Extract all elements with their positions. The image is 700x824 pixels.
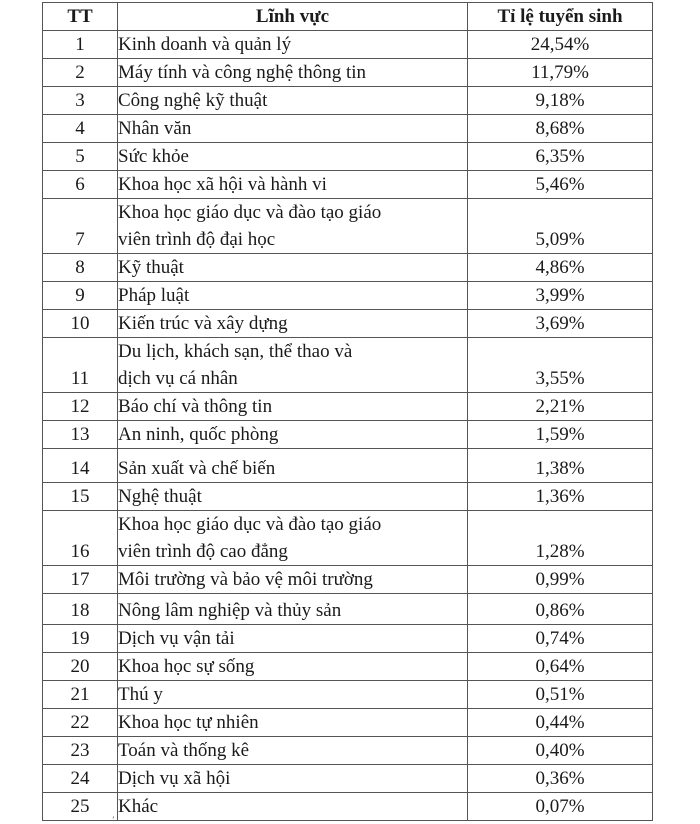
table-row: [43, 31, 653, 59]
table-row: [43, 171, 653, 199]
row-rate: 0,36%: [468, 765, 653, 793]
table-row: [43, 115, 653, 143]
row-rate: 3,99%: [468, 282, 653, 310]
row-rate: 0,86%: [468, 594, 653, 625]
row-field: Báo chí và thông tin: [118, 393, 468, 421]
row-field: Khác: [118, 793, 468, 821]
row-rate: 1,38%: [468, 449, 653, 483]
row-field: Kỹ thuật: [118, 254, 468, 282]
row-rate: 0,44%: [468, 709, 653, 737]
header-row: [43, 3, 653, 31]
row-number: 1: [43, 31, 118, 59]
row-number: 24: [43, 765, 118, 793]
table-row: [43, 625, 653, 653]
row-rate: 8,68%: [468, 115, 653, 143]
row-field: Nhân văn: [118, 115, 468, 143]
row-number: 13: [43, 421, 118, 449]
row-number: 5: [43, 143, 118, 171]
row-rate: 4,86%: [468, 254, 653, 282]
row-rate: 1,28%: [468, 511, 653, 566]
row-rate: 0,51%: [468, 681, 653, 709]
row-rate: 0,40%: [468, 737, 653, 765]
row-rate: 1,59%: [468, 421, 653, 449]
row-number: 15: [43, 483, 118, 511]
row-field: Nghệ thuật: [118, 483, 468, 511]
row-number: 6: [43, 171, 118, 199]
row-field: Sản xuất và chế biến: [118, 449, 468, 483]
row-number: 18: [43, 594, 118, 625]
table-body: [43, 31, 653, 824]
row-field: Dịch vụ xã hội: [118, 765, 468, 793]
row-field: Nông lâm nghiệp và thủy sản: [118, 594, 468, 625]
row-number: 11: [43, 338, 118, 393]
row-number: 14: [43, 449, 118, 483]
row-rate: 1,36%: [468, 483, 653, 511]
row-field: Khoa học giáo dục và đào tạo giáo viên trình độ cao đẳng: [118, 511, 468, 566]
row-rate: 3,69%: [468, 310, 653, 338]
row-rate: 3,55%: [468, 338, 653, 393]
row-number: 8: [43, 254, 118, 282]
row-number: 23: [43, 737, 118, 765]
row-field: Kiến trúc và xây dựng: [118, 310, 468, 338]
row-rate: 0,99%: [468, 566, 653, 594]
row-field: Khoa học xã hội và hành vi: [118, 171, 468, 199]
row-field: Khoa học tự nhiên: [118, 709, 468, 737]
row-number: 22: [43, 709, 118, 737]
row-number: 16: [43, 511, 118, 566]
row-number: 19: [43, 625, 118, 653]
row-rate: 11,79%: [468, 59, 653, 87]
row-field: Kinh doanh và quản lý: [118, 31, 468, 59]
row-number: 20: [43, 653, 118, 681]
table-row: [43, 393, 653, 421]
row-field: Du lịch, khách sạn, thể thao và dịch vụ cá nhân: [118, 338, 468, 393]
table-row: [43, 681, 653, 709]
table-row: [43, 566, 653, 594]
row-field: Pháp luật: [118, 282, 468, 310]
row-rate: 24,54%: [468, 31, 653, 59]
row-number: 7: [43, 199, 118, 254]
enrollment-rate-table: [42, 2, 653, 824]
table-row: [43, 199, 653, 254]
row-number: 21: [43, 681, 118, 709]
table-row: [43, 338, 653, 393]
row-field: Môi trường và bảo vệ môi trường: [118, 566, 468, 594]
row-field: Thú y: [118, 681, 468, 709]
table-row: [43, 653, 653, 681]
row-field: Khoa học giáo dục và đào tạo giáo viên trình độ đại học: [118, 199, 468, 254]
table-row: [43, 310, 653, 338]
table-row: [43, 793, 653, 821]
table-row: [43, 254, 653, 282]
table-row: [43, 511, 653, 566]
table-row: [43, 594, 653, 625]
table-row: [43, 59, 653, 87]
row-rate: 2,21%: [468, 393, 653, 421]
row-field: Toán và thống kê: [118, 737, 468, 765]
row-number: 3: [43, 87, 118, 115]
table-row: [43, 765, 653, 793]
row-rate: 6,35%: [468, 143, 653, 171]
row-rate: 0,07%: [468, 793, 653, 821]
footnote-mark: ’: [112, 815, 115, 824]
table-row: [43, 143, 653, 171]
row-field: An ninh, quốc phòng: [118, 421, 468, 449]
table-row: [43, 449, 653, 483]
table-row: [43, 421, 653, 449]
header-tt: TT: [43, 3, 118, 31]
row-number: 4: [43, 115, 118, 143]
row-rate: 5,09%: [468, 199, 653, 254]
table-row: [43, 737, 653, 765]
row-field: Máy tính và công nghệ thông tin: [118, 59, 468, 87]
table-row: [43, 483, 653, 511]
header-rate: Tỉ lệ tuyển sinh: [468, 3, 653, 31]
row-field: Dịch vụ vận tải: [118, 625, 468, 653]
row-number: 2: [43, 59, 118, 87]
row-rate: 5,46%: [468, 171, 653, 199]
table-row: [43, 87, 653, 115]
row-number: 25: [43, 793, 118, 821]
row-rate: 0,74%: [468, 625, 653, 653]
row-field: Sức khỏe: [118, 143, 468, 171]
row-rate: 9,18%: [468, 87, 653, 115]
header-field: Lĩnh vực: [118, 3, 468, 31]
row-rate: 0,64%: [468, 653, 653, 681]
row-field: Công nghệ kỹ thuật: [118, 87, 468, 115]
row-number: 9: [43, 282, 118, 310]
table-row: [43, 282, 653, 310]
table-row: [43, 709, 653, 737]
row-field: Khoa học sự sống: [118, 653, 468, 681]
row-number: 12: [43, 393, 118, 421]
row-number: 17: [43, 566, 118, 594]
row-number: 10: [43, 310, 118, 338]
